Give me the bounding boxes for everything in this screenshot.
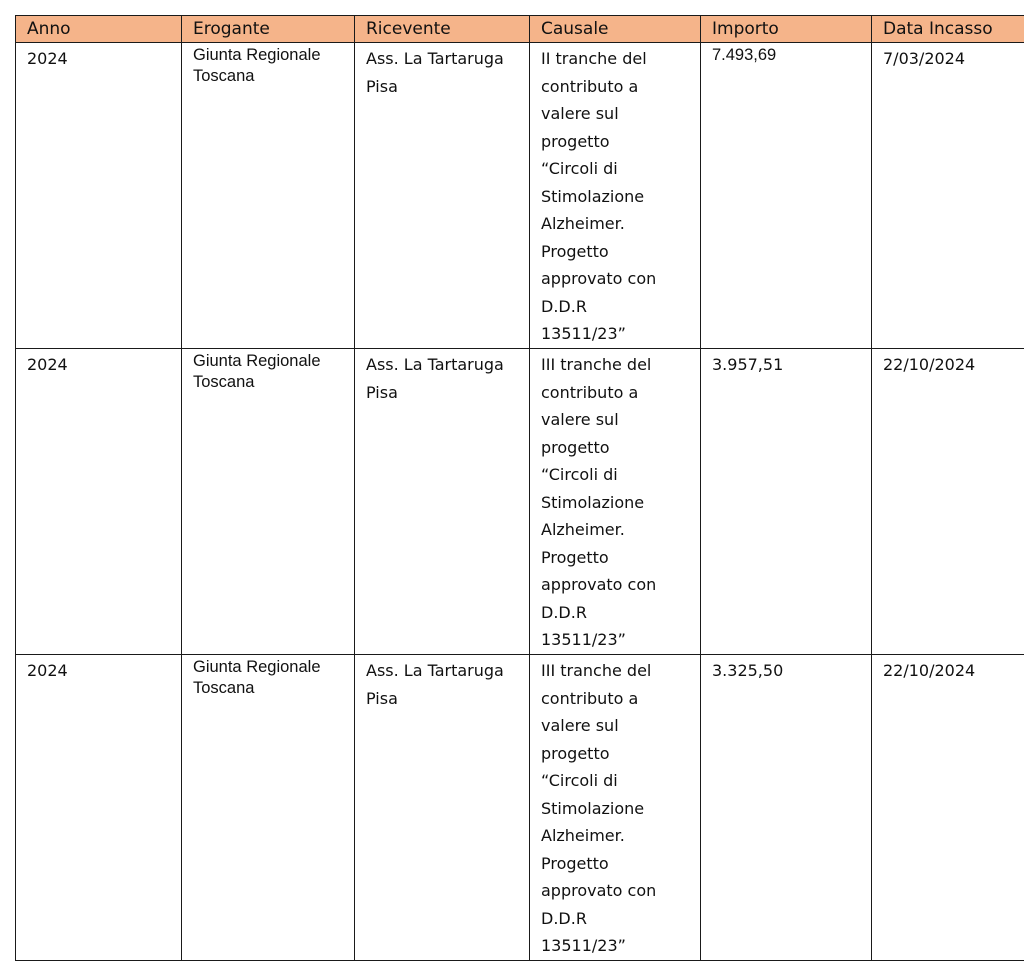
header-importo: Importo xyxy=(701,16,872,43)
cell-importo: 3.957,51 xyxy=(701,349,872,655)
cell-ricevente: Ass. La Tartaruga Pisa xyxy=(355,43,530,349)
cell-ricevente: Ass. La Tartaruga Pisa xyxy=(355,655,530,961)
header-anno: Anno xyxy=(16,16,182,43)
cell-ricevente: Ass. La Tartaruga Pisa xyxy=(355,349,530,655)
contributions-table xyxy=(15,15,1024,961)
table-row xyxy=(16,655,1024,961)
cell-erogante: Giunta Regionale Toscana xyxy=(182,655,355,961)
table-row xyxy=(16,43,1024,349)
table-row xyxy=(16,349,1024,655)
cell-data-incasso: 22/10/2024 xyxy=(872,655,1024,961)
cell-causale: III tranche del contributo a valere sul progetto “Circoli di Stimolazione Alzheimer. Progetto approvato con D.D.R 13511/23” xyxy=(530,349,701,655)
header-data-incasso: Data Incasso xyxy=(872,16,1024,43)
cell-importo: 3.325,50 xyxy=(701,655,872,961)
table-body xyxy=(16,43,1024,961)
cell-importo: 7.493,69 xyxy=(701,43,872,349)
table-header xyxy=(16,16,1024,43)
contributions-table-container xyxy=(15,15,1024,961)
cell-causale: III tranche del contributo a valere sul progetto “Circoli di Stimolazione Alzheimer. Progetto approvato con D.D.R 13511/23” xyxy=(530,655,701,961)
cell-causale: II tranche del contributo a valere sul progetto “Circoli di Stimolazione Alzheimer. Progetto approvato con D.D.R 13511/23” xyxy=(530,43,701,349)
cell-anno: 2024 xyxy=(16,349,182,655)
header-ricevente: Ricevente xyxy=(355,16,530,43)
cell-data-incasso: 22/10/2024 xyxy=(872,349,1024,655)
header-causale: Causale xyxy=(530,16,701,43)
cell-erogante: Giunta Regionale Toscana xyxy=(182,43,355,349)
header-erogante: Erogante xyxy=(182,16,355,43)
cell-anno: 2024 xyxy=(16,43,182,349)
cell-data-incasso: 7/03/2024 xyxy=(872,43,1024,349)
cell-erogante: Giunta Regionale Toscana xyxy=(182,349,355,655)
header-row xyxy=(16,16,1024,43)
cell-anno: 2024 xyxy=(16,655,182,961)
